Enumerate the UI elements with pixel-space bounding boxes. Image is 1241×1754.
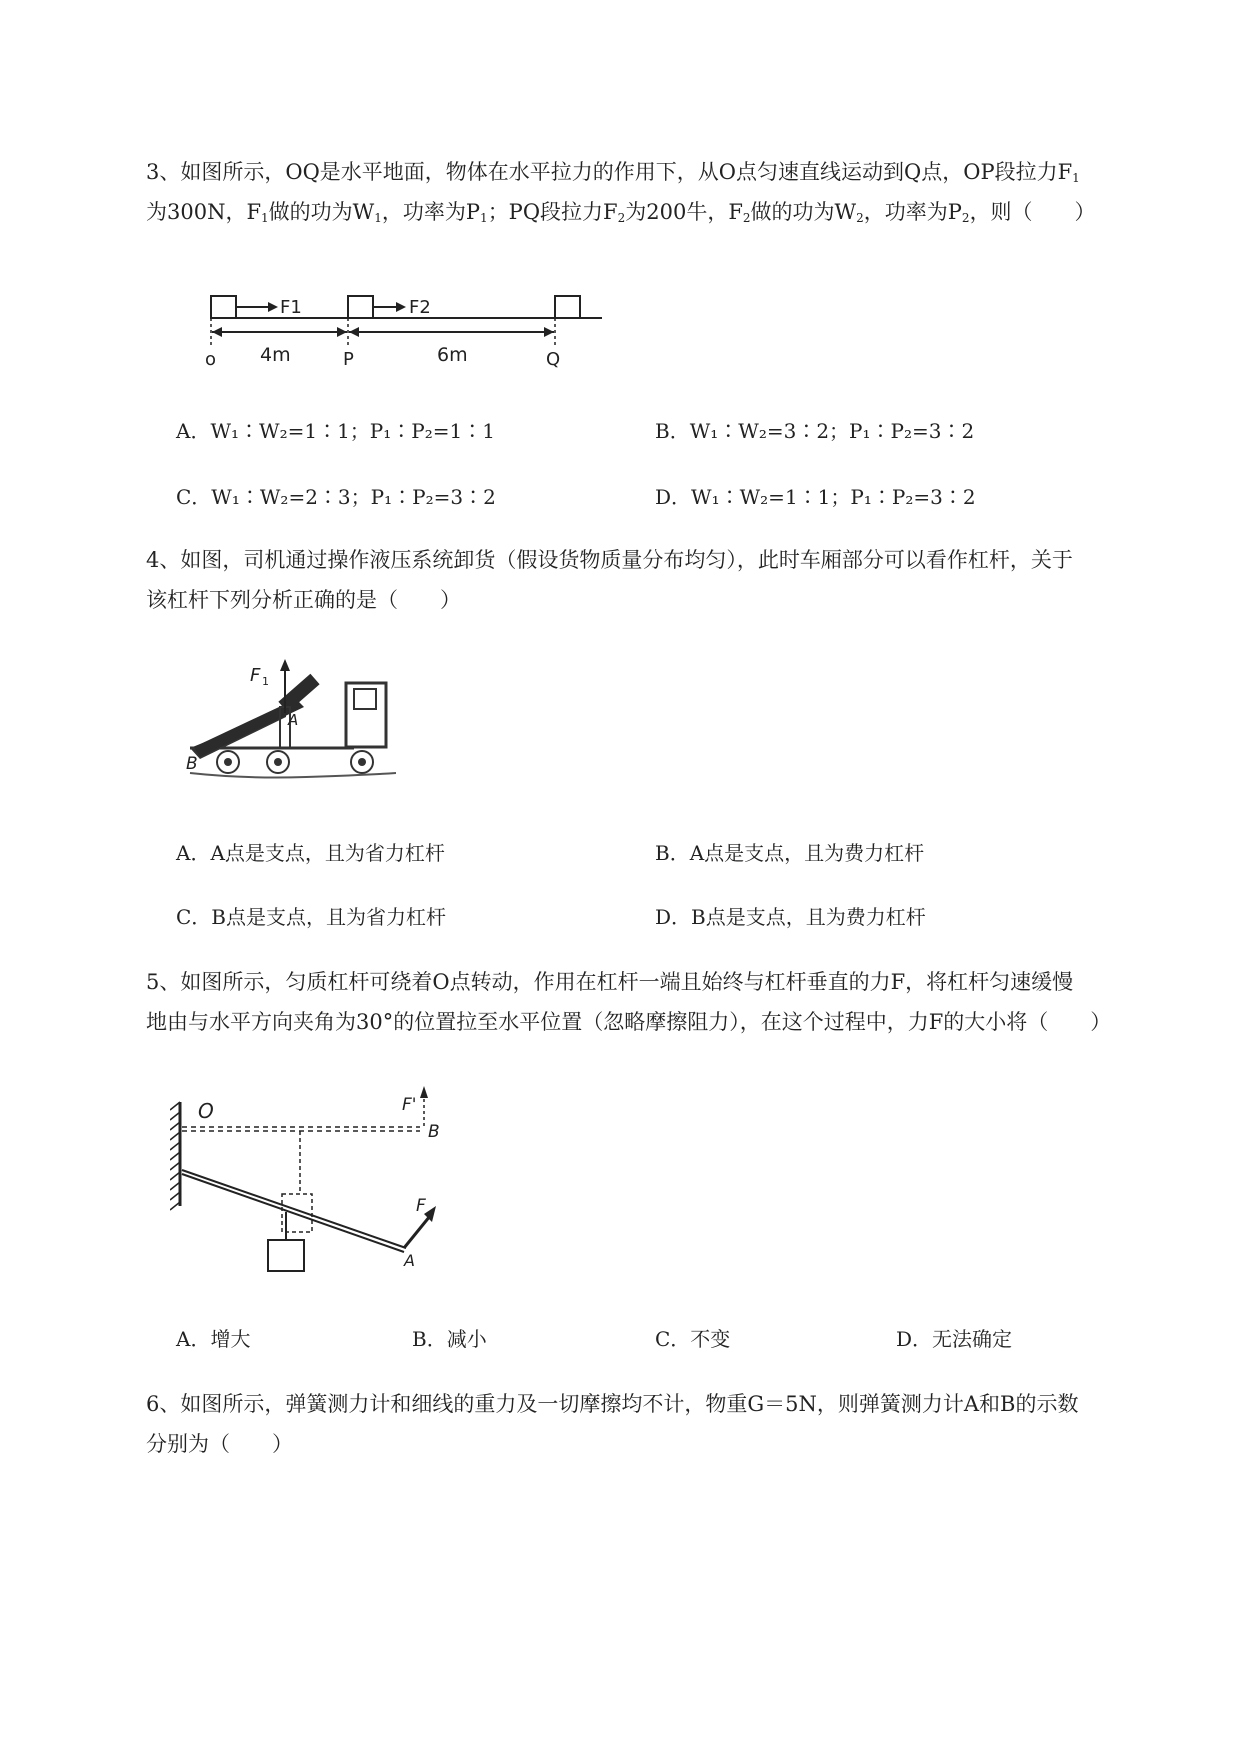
q5-option-b[interactable]: B．减小: [412, 1327, 487, 1351]
point-o-label: o: [205, 349, 217, 370]
f1-subscript: 1: [262, 675, 269, 688]
q3-option-d[interactable]: D．W₁∶W₂=1∶1；P₁∶P₂=3∶2: [655, 485, 976, 509]
q5-option-d[interactable]: D．无法确定: [896, 1327, 1013, 1351]
f1-label: F: [250, 665, 261, 686]
dim-label-6m: 6m: [437, 344, 468, 366]
q4-truck-diagram: [186, 655, 396, 790]
q5-text-line1: 5、如图所示，匀质杠杆可绕着O点转动，作用在杠杆一端且始终与杠杆垂直的力F，将杠杆匀速缓慢: [146, 970, 1074, 994]
dim-arrowhead: [337, 327, 347, 337]
q3-text-line2: 为300N，$F_1$做的功为$W_1$，功率为$P_1$；PQ段拉力$F_2$为200牛，$F_2$做的功为$W_2$，功率为$P_2$，则（ ）: [146, 200, 1096, 225]
q3-text-part: ，功率为P: [381, 200, 481, 224]
f-prime-arrowhead: [420, 1086, 428, 1098]
q3-option-b[interactable]: B．W₁∶W₂=3∶2；P₁∶P₂=3∶2: [655, 419, 975, 443]
block-o: [211, 296, 236, 318]
q6-text-line2: 分别为（ ）: [146, 1432, 293, 1456]
block-p: [348, 296, 373, 318]
q3-text-part: ，则（ ）: [969, 200, 1096, 224]
wheel-hub: [224, 758, 232, 766]
q3-text-part: 做的功为W: [750, 200, 857, 224]
f2-label: F2: [409, 297, 431, 318]
q3-text-part: 为200牛，F: [625, 200, 743, 224]
q4-option-a[interactable]: A．A点是支点，且为省力杠杆: [176, 841, 445, 865]
q4-text-line1: 4、如图，司机通过操作液压系统卸货（假设货物质量分布均匀），此时车厢部分可以看作杠杆，关于: [146, 548, 1073, 572]
wheel-hub: [358, 758, 366, 766]
point-a-label: A: [288, 711, 299, 729]
point-q-label: Q: [546, 349, 561, 370]
point-b-label: B: [186, 754, 198, 774]
q5-option-c[interactable]: C．不变: [655, 1327, 731, 1351]
q4-option-b[interactable]: B．A点是支点，且为费力杠杆: [655, 841, 925, 865]
q6-text-line1: 6、如图所示，弹簧测力计和细线的重力及一切摩擦均不计，物重G＝5N，则弹簧测力计A和B的示数: [146, 1392, 1079, 1416]
inclined-lever: [182, 1170, 406, 1248]
dim-arrowhead: [212, 327, 222, 337]
q3-option-c[interactable]: C．W₁∶W₂=2∶3；P₁∶P₂=3∶2: [176, 485, 496, 509]
dim-arrowhead: [544, 327, 554, 337]
dim-arrowhead: [349, 327, 359, 337]
q3-text-part: 如图所示，OQ是水平地面，物体在水平拉力的作用下，从O点匀速直线运动到Q点，OP段拉力F: [180, 160, 1073, 184]
wheel-hub: [274, 758, 282, 766]
f1-label: F1: [280, 297, 302, 318]
q5-lever-diagram: [170, 1080, 460, 1280]
f1-arrowhead: [268, 302, 278, 312]
point-b-label: B: [428, 1122, 440, 1142]
q5-option-a[interactable]: A．增大: [176, 1327, 251, 1351]
hanging-weight: [268, 1240, 304, 1271]
f2-arrowhead: [396, 302, 406, 312]
point-p-label: P: [343, 349, 354, 370]
q3-text-part: ；PQ段拉力F: [487, 200, 618, 224]
q4-text-line2: 该杠杆下列分析正确的是（ ）: [146, 588, 461, 612]
q3-text-line1: 3、如图所示，OQ是水平地面，物体在水平拉力的作用下，从O点匀速直线运动到Q点，OP段拉力$F_1$: [146, 160, 1080, 185]
force-f-arrow: [404, 1216, 430, 1248]
q5-text-line2: 地由与水平方向夹角为30°的位置拉至水平位置（忽略摩擦阻力），在这个过程中，力F的大小将（ ）: [146, 1010, 1112, 1034]
q3-option-a[interactable]: A．W₁∶W₂=1∶1；P₁∶P₂=1∶1: [176, 419, 495, 443]
dim-label-4m: 4m: [260, 344, 291, 366]
f-prime-label: F': [402, 1095, 417, 1115]
block-q: [555, 296, 580, 318]
q3-number: 3、: [146, 160, 181, 184]
point-o-label: O: [198, 1099, 214, 1123]
q3-diagram: [200, 280, 620, 370]
point-a-label: A: [404, 1251, 415, 1270]
q3-text-part: ，功率为P: [863, 200, 962, 224]
q3-text-part: 做的功为W: [268, 200, 375, 224]
force-f-label: F: [416, 1196, 426, 1216]
q4-option-d[interactable]: D．B点是支点，且为费力杠杆: [655, 905, 926, 929]
q3-text-part: 为300N，F: [146, 200, 262, 224]
q4-option-c[interactable]: C．B点是支点，且为省力杠杆: [176, 905, 446, 929]
